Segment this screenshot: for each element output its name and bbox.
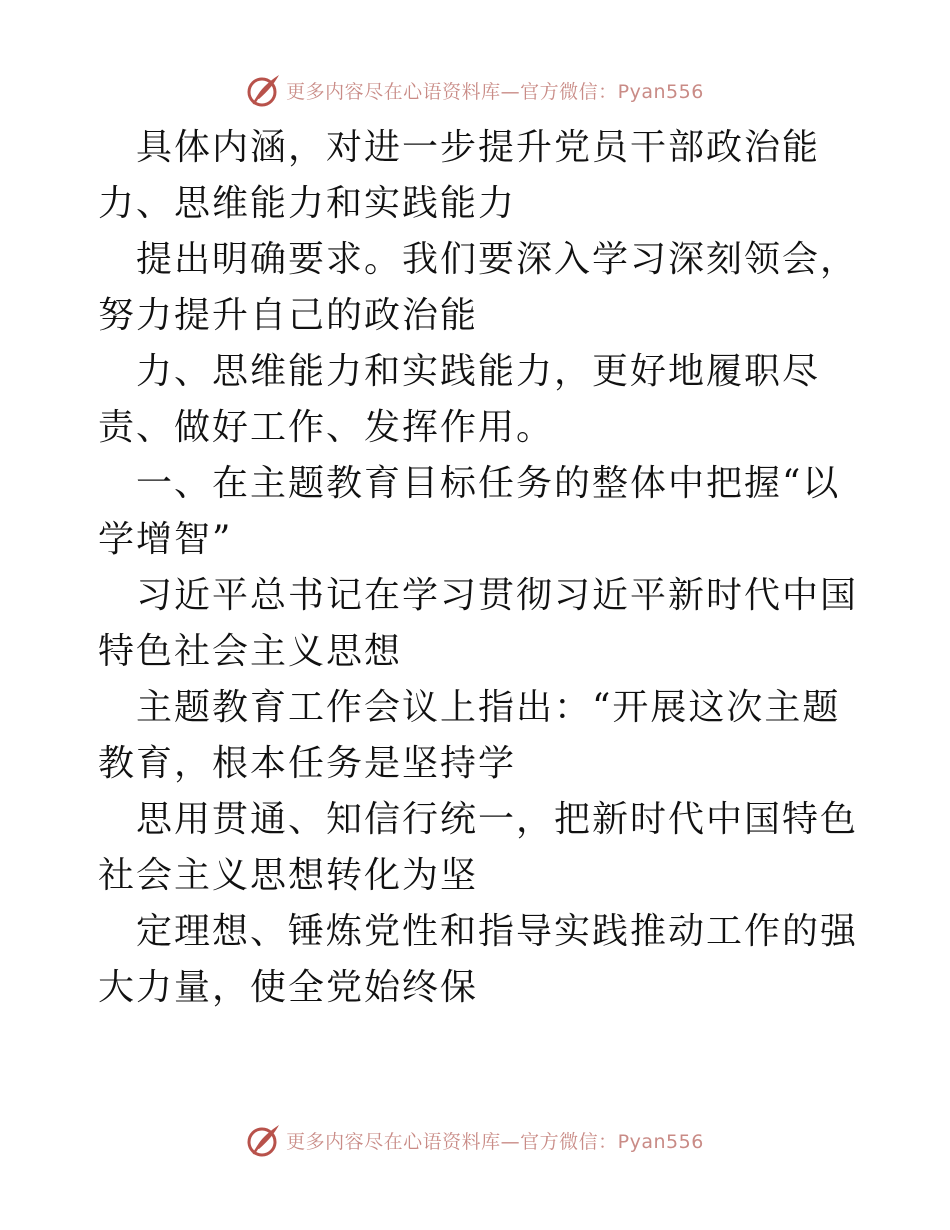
section-heading-1: 一、在主题教育目标任务的整体中把握“以学增智” [98,463,841,560]
paragraph-4: 习近平总书记在学习贯彻习近平新时代中国特色社会主义思想 [98,575,859,672]
footer-banner [0,1120,950,1160]
footer-banner-text: 更多内容尽在心语资料库—官方微信：Pyan556 [286,1130,704,1153]
paragraph-3: 力、思维能力和实践能力，更好地履职尽责、做好工作、发挥作用。 [98,351,821,448]
feather-pen-logo-icon [246,1122,282,1158]
feather-pen-logo-icon [246,72,282,108]
header-banner [0,70,950,110]
paragraph-7: 定理想、锤炼党性和指导实践推动工作的强大力量，使全党始终保 [98,911,859,1008]
paragraph-5: 主题教育工作会议上指出：“开展这次主题教育，根本任务是坚持学 [98,687,841,784]
paragraph-2: 提出明确要求。我们要深入学习深刻领会，努力提升自己的政治能 [98,239,859,336]
document-body [98,120,858,1016]
paragraph-1: 具体内涵，对进一步提升党员干部政治能力、思维能力和实践能力 [98,127,821,224]
paragraph-6: 思用贯通、知信行统一，把新时代中国特色社会主义思想转化为坚 [98,799,859,896]
header-banner-text: 更多内容尽在心语资料库—官方微信：Pyan556 [286,80,704,103]
